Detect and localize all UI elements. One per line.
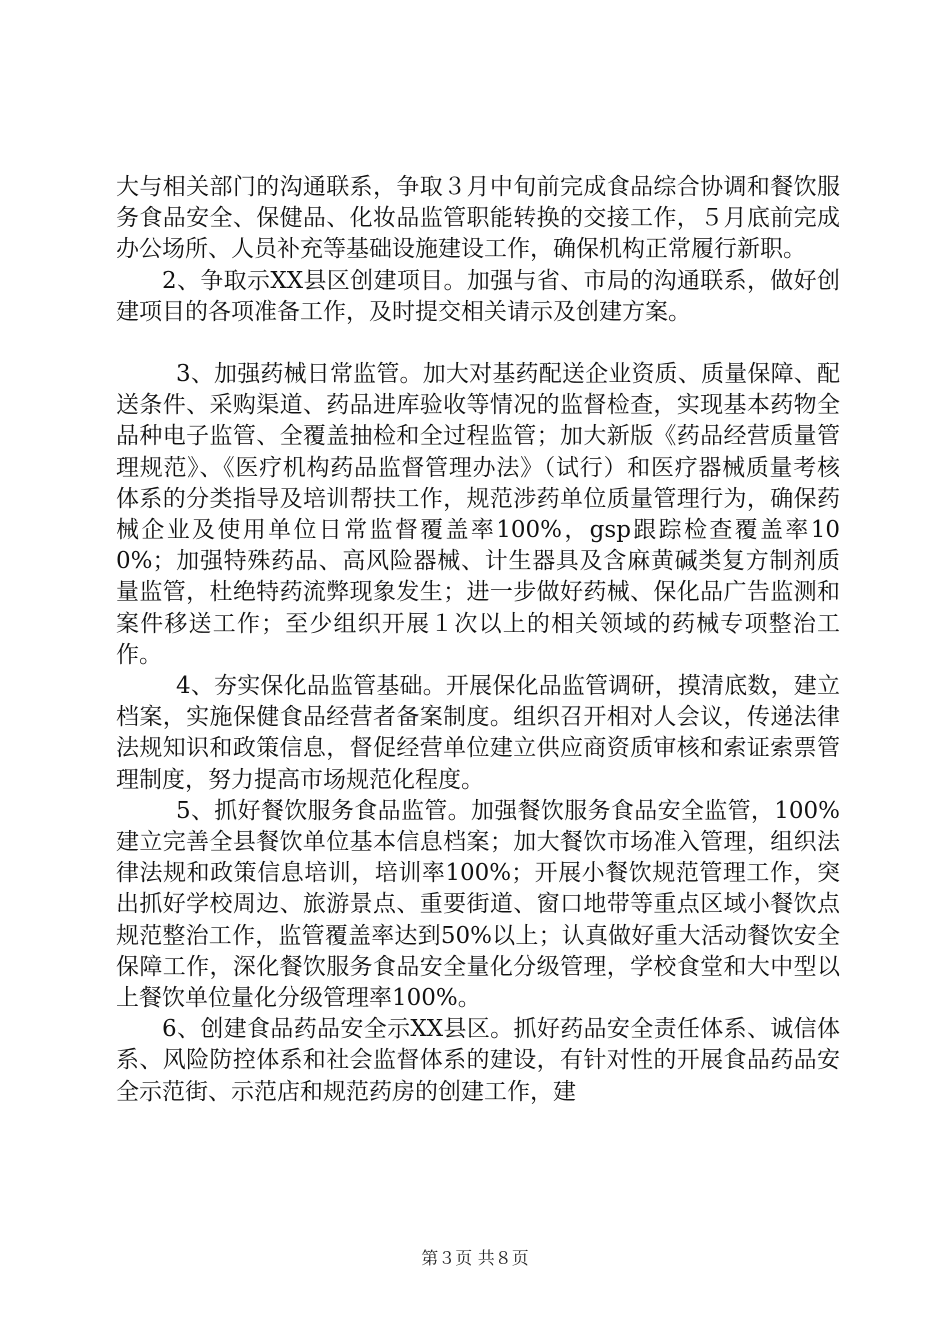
paragraph-item-5: 5、抓好餐饮服务食品监管。加强餐饮服务食品安全监管，100%建立完善全县餐饮单位基本信息档案；加大餐饮市场准入管理，组织法律法规和政策信息培训，培训率100%；开展小餐饮规范管理工作，突出抓好学校周边、旅游景点、重要街道、窗口地带等重点区域小餐饮点规范整治工作，监管覆盖率达到50%以上；认真做好重大活动餐饮安全保障工作，深化餐饮服务食品安全量化分级管理，学校食堂和大中型以上餐饮单位量化分级管理率100%。 bbox=[116, 797, 840, 1012]
paragraph-item-4: 4、夯实保化品监管基础。开展保化品监管调研，摸清底数，建立档案，实施保健食品经营者备案制度。组织召开相对人会议，传递法律法规知识和政策信息，督促经营单位建立供应商资质审核和索证索票管理制度，努力提高市场规范化程度。 bbox=[116, 673, 840, 793]
paragraph-item-3: 3、加强药械日常监管。加大对基药配送企业资质、质量保障、配送条件、采购渠道、药品进库验收等情况的监督检查，实现基本药物全品种电子监管、全覆盖抽检和全过程监管；加大新版《药品经营质量管理规范》、《医疗机构药品监督管理办法》（试行）和医疗器械质量考核体系的分类指导及培训帮扶工作，规范涉药单位质量管理行为，确保药械企业及使用单位日常监督覆盖率100%，gsp跟踪检查覆盖率100%；加强特殊药品、高风险器械、计生器具及含麻黄碱类复方制剂质量监管，杜绝特药流弊现象发生；进一步做好药械、保化品广告监测和案件移送工作；至少组织开展１次以上的相关领域的药械专项整治工作。 bbox=[116, 361, 840, 668]
paragraph-item-2: 2、争取示XX县区创建项目。加强与省、市局的沟通联系，做好创建项目的各项准备工作，及时提交相关请示及创建方案。 bbox=[116, 267, 840, 325]
paragraph-continued: 大与相关部门的沟通联系，争取３月中旬前完成食品综合协调和餐饮服务食品安全、保健品、化妆品监管职能转换的交接工作，５月底前完成办公场所、人员补充等基础设施建设工作，确保机构正常履行新职。 bbox=[116, 174, 840, 263]
paragraph-spacer bbox=[116, 328, 840, 359]
page-footer: 第３页 共８页 bbox=[421, 1249, 529, 1269]
document-body bbox=[116, 172, 840, 1108]
paragraph-item-6: 6、创建食品药品安全示XX县区。抓好药品安全责任体系、诚信体系、风险防控体系和社会监督体系的建设，有针对性的开展食品药品安全示范街、示范店和规范药房的创建工作，建 bbox=[116, 1016, 840, 1105]
